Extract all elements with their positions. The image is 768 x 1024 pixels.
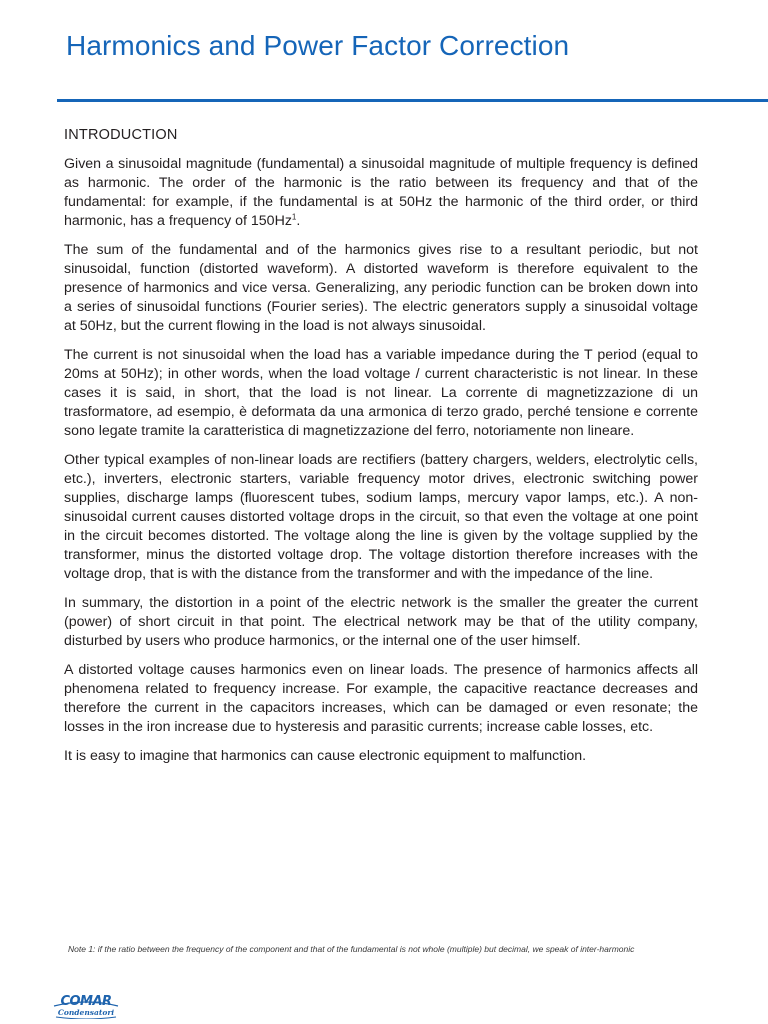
paragraph-1-text: Given a sinusoidal magnitude (fundamental) a sinusoidal magnitude of multiple frequency is defined as harmonic. The order of the harmonic is the ratio between its frequency and that of the fundamental: for example, if the fundamental is at 50Hz the harmonic of the third order, or third harmonic, has a frequency of 150Hz bbox=[64, 156, 698, 229]
paragraph-1-tail: . bbox=[296, 213, 301, 229]
paragraph-5: In summary, the distortion in a point of the electric network is the smaller the greater the current (power) of short circuit in that point. The electrical network may be that of the utility company, disturbed by users who produce harmonics, or the internal one of the user himself. bbox=[64, 595, 698, 649]
body-text bbox=[64, 155, 698, 776]
title-divider bbox=[57, 99, 768, 102]
paragraph-6: A distorted voltage causes harmonics even on linear loads. The presence of harmonics affects all phenomena related to frequency increase. For example, the capacitive reactance decreases and therefore the current in the capacitors increases, which can be damaged or even resonate; the losses in the iron increase due to hysteresis and parasitic currents; increase cable losses, etc. bbox=[64, 662, 698, 735]
paragraph-2: The sum of the fundamental and of the harmonics gives rise to a resultant periodic, but not sinusoidal, function (distorted waveform). A distorted waveform is therefore equivalent to the presence of harmonics and vice versa. Generalizing, any periodic function can be broken down into a series of sinusoidal functions (Fourier series). The electric generators supply a sinusoidal voltage at 50Hz, but the current flowing in the load is not always sinusoidal. bbox=[64, 242, 698, 334]
section-heading: INTRODUCTION bbox=[64, 127, 178, 143]
comar-logo bbox=[52, 995, 120, 1019]
paragraph-1 bbox=[64, 155, 698, 231]
page-title: Harmonics and Power Factor Correction bbox=[66, 30, 570, 61]
logo-brand: COMAR bbox=[60, 994, 112, 1009]
footnote: Note 1: if the ratio between the frequency of the component and that of the fundamental is not whole (multiple) but decimal, we speak of inter-harmonic bbox=[68, 944, 635, 954]
paragraph-7: It is easy to imagine that harmonics can cause electronic equipment to malfunction. bbox=[64, 748, 587, 764]
logo-sub: Condensatori bbox=[57, 1008, 115, 1017]
footnote-marker: 1 bbox=[291, 212, 297, 222]
paragraph-3: The current is not sinusoidal when the load has a variable impedance during the T period (equal to 20ms at 50Hz); in other words, when the load voltage / current characteristic is not linear. In these cases it is said, in short, that the load is not linear. La corrente di magnetizzazione di un trasformatore, ad esempio, è deformata da una armonica di terzo grado, perché tensione e corrente sono legate tramite la caratteristica di magnetizzazione del ferro, notoriamente non lineare. bbox=[64, 347, 698, 439]
paragraph-4: Other typical examples of non-linear loads are rectifiers (battery chargers, welders, electrolytic cells, etc.), inverters, electronic starters, variable frequency motor drives, electronic switching power supplies, discharge lamps (fluorescent tubes, sodium lamps, mercury vapor lamps, etc.). A non-sinusoidal current causes distorted voltage drops in the circuit, so that even the voltage at one point in the circuit becomes distorted. The voltage along the line is given by the voltage supplied by the transformer, minus the distorted voltage drop. The voltage distortion therefore increases with the voltage drop, that is with the distance from the transformer and with the impedance of the line. bbox=[64, 452, 698, 582]
